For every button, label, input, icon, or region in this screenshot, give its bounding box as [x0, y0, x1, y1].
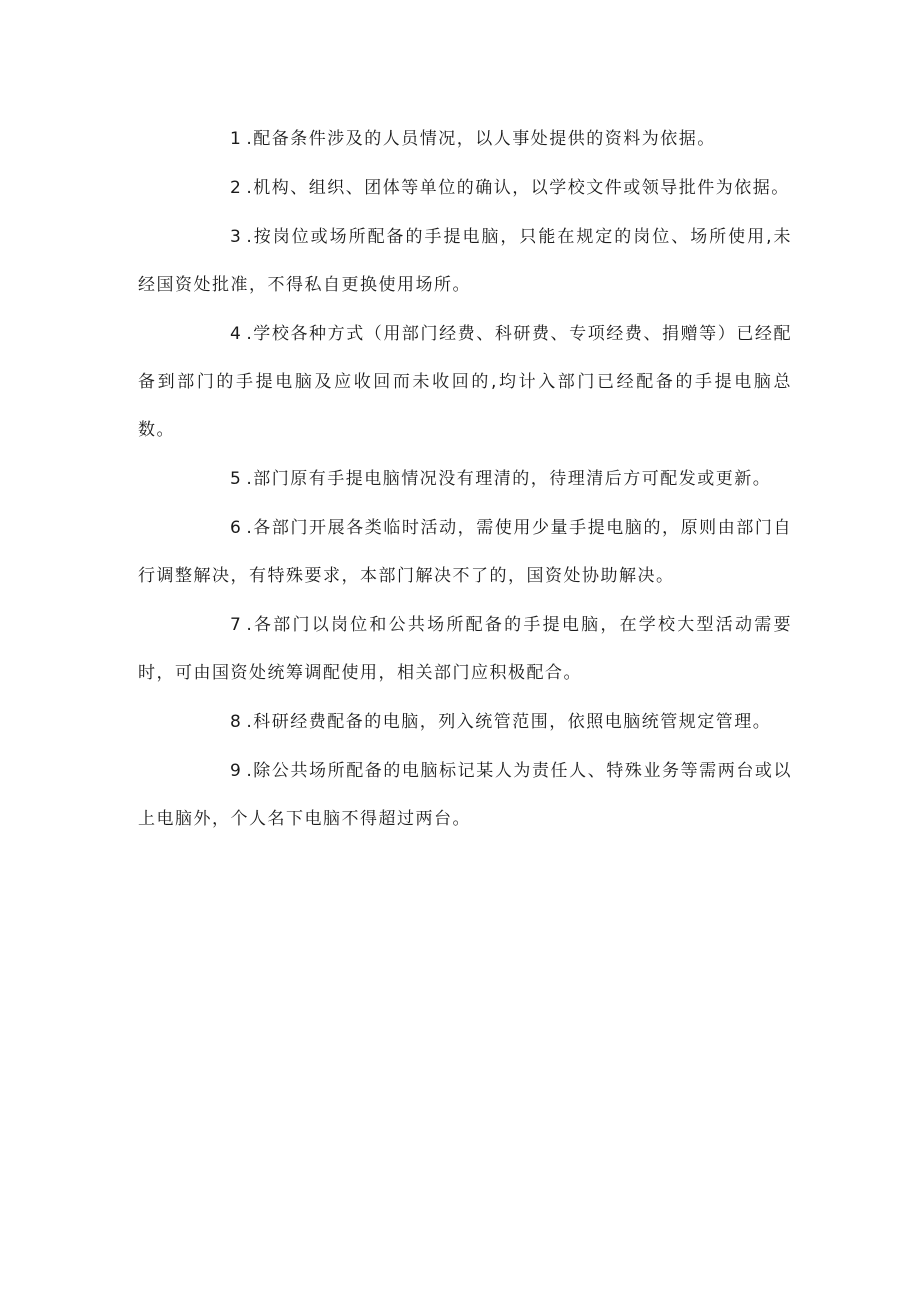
list-item [138, 213, 792, 309]
item-number: 2 [230, 178, 243, 198]
list-item [138, 698, 792, 746]
item-text: .部门原有手提电脑情况没有理清的，待理清后方可配发或更新。 [246, 469, 772, 489]
item-number: 7 [230, 615, 243, 635]
list-item [138, 504, 792, 600]
list-item [138, 747, 792, 843]
list-item [138, 310, 792, 454]
item-number: 8 [230, 712, 243, 732]
item-text: .除公共场所配备的电脑标记某人为责任人、特殊业务等需两台或以上电脑外，个人名下电脑不得超过两台。 [138, 761, 792, 829]
document-body [138, 115, 792, 844]
item-text: .各部门开展各类临时活动，需使用少量手提电脑的，原则由部门自行调整解决，有特殊要求，本部门解决不了的，国资处协助解决。 [138, 518, 792, 586]
list-item [138, 455, 792, 503]
item-text: .按岗位或场所配备的手提电脑，只能在规定的岗位、场所使用,未经国资处批准，不得私自更换使用场所。 [138, 227, 792, 295]
item-number: 3 [230, 227, 243, 247]
item-number: 4 [230, 324, 243, 344]
item-number: 5 [230, 469, 243, 489]
item-text: .机构、组织、团体等单位的确认，以学校文件或领导批件为依据。 [246, 178, 790, 198]
item-number: 1 [230, 129, 243, 149]
list-item [138, 115, 792, 163]
item-number: 9 [230, 761, 243, 781]
list-item [138, 601, 792, 697]
list-item [138, 164, 792, 212]
item-text: .科研经费配备的电脑，列入统管范围，依照电脑统管规定管理。 [246, 712, 772, 732]
item-text: .配备条件涉及的人员情况，以人事处提供的资料为依据。 [246, 129, 716, 149]
item-number: 6 [230, 518, 243, 538]
item-text: .学校各种方式（用部门经费、科研费、专项经费、捐赠等）已经配备到部门的手提电脑及应收回而未收回的,均计入部门已经配备的手提电脑总数。 [138, 324, 792, 440]
item-text: .各部门以岗位和公共场所配备的手提电脑，在学校大型活动需要时，可由国资处统筹调配使用，相关部门应积极配合。 [138, 615, 792, 683]
